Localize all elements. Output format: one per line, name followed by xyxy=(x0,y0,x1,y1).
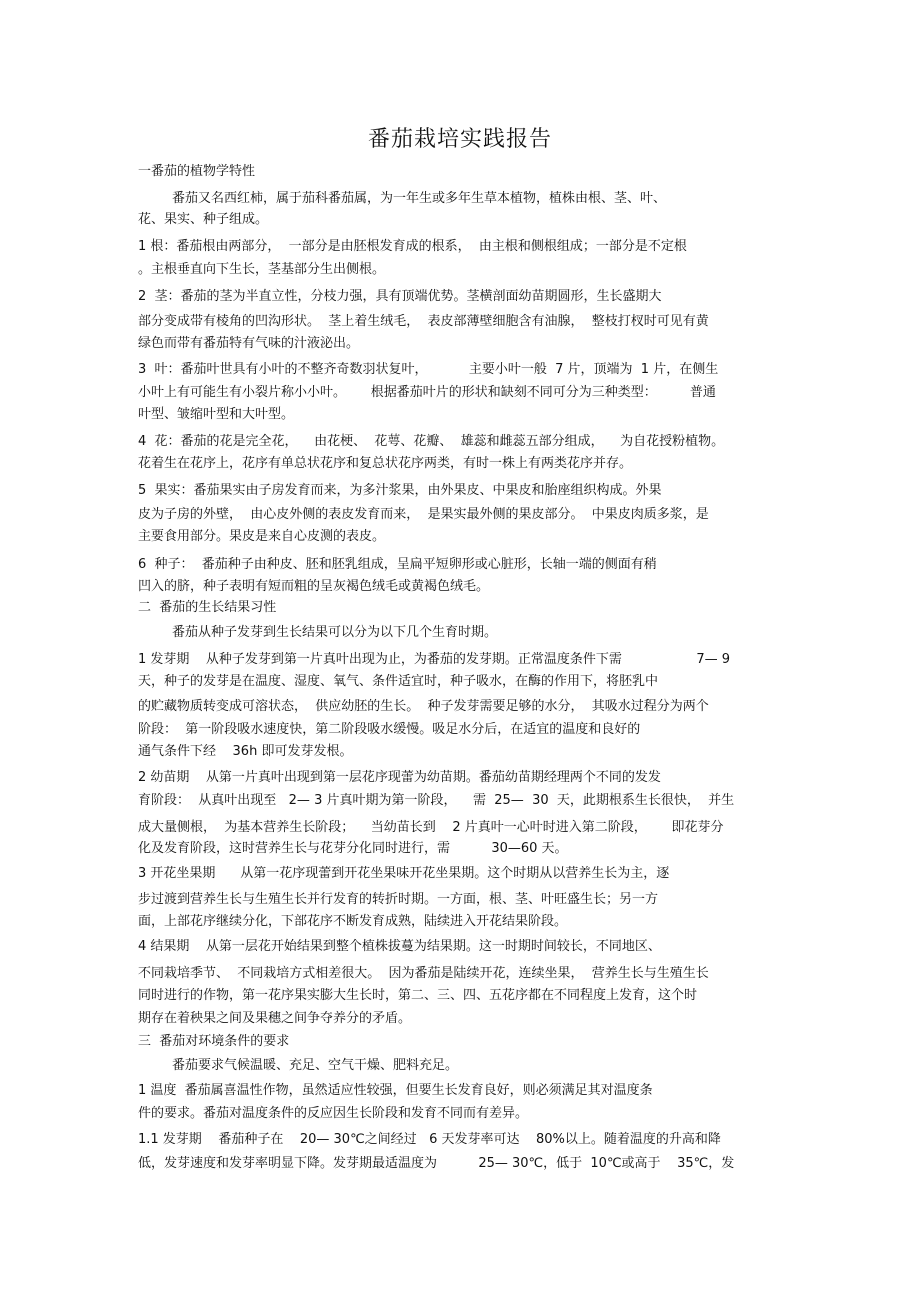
text-line: 皮为子房的外壁， 由心皮外侧的表皮发育而来， 是果实最外侧的果皮部分。 中果皮肉质多浆，是 xyxy=(138,507,709,522)
text-line: 1 发芽期 从种子发芽到第一片真叶出现为止，为番茄的发芽期。正常温度条件下需 7— 9 xyxy=(138,652,730,667)
text-line: 1 温度 番茄属喜温性作物，虽然适应性较强，但要生长发育良好，则必须满足其对温度条 xyxy=(138,1083,653,1098)
text-line: 。主根垂直向下生长，茎基部分生出侧根。 xyxy=(138,262,386,277)
text-line: 6 种子： 番茄种子由种皮、胚和胚乳组成，呈扁平短卵形或心脏形，长轴一端的侧面有稍 xyxy=(138,557,657,572)
text-line: 花着生在花序上，花序有单总状花序和复总状花序两类，有时一株上有两类花序并存。 xyxy=(138,456,633,471)
text-line: 二 番茄的生长结果习性 xyxy=(138,600,277,615)
text-line: 三 番茄对环境条件的要求 xyxy=(138,1034,290,1049)
text-line: 的贮藏物质转变成可溶状态， 供应幼胚的生长。 种子发芽需要足够的水分， 其吸水过程分为两个 xyxy=(138,699,709,714)
text-line: 番茄又名西红柿，属于茄科番茄属，为一年生或多年生草本植物，植株由根、茎、叶、 xyxy=(172,191,667,206)
text-line: 成大量侧根， 为基本营养生长阶段； 当幼苗长到 2 片真叶一心叶时进入第二阶段， 即花芽分 xyxy=(138,820,724,835)
text-line: 1.1 发芽期 番茄种子在 20— 30℃之间经过 6 天发芽率可达 80%以上。随着温度的升高和降 xyxy=(138,1132,721,1147)
text-line: 天，种子的发芽是在温度、湿度、氧气、条件适宜时，种子吸水，在酶的作用下，将胚乳中 xyxy=(138,674,659,689)
text-line: 3 开花坐果期 从第一花序现蕾到开花坐果味开花坐果期。这个时期从以营养生长为主，逐 xyxy=(138,866,670,881)
text-line: 一番茄的植物学特性 xyxy=(138,164,256,179)
document-title: 番茄栽培实践报告 xyxy=(367,127,552,152)
text-line: 低，发芽速度和发芽率明显下降。发芽期最适温度为 25— 30℃，低于 10℃或高于 35℃，发 xyxy=(138,1156,735,1171)
text-line: 步过渡到营养生长与生殖生长并行发育的转折时期。一方面，根、茎、叶旺盛生长；另一方 xyxy=(138,892,659,907)
text-line: 通气条件下经 36h 即可发芽发根。 xyxy=(138,744,353,759)
text-line: 同时进行的作物，第一花序果实膨大生长时，第二、三、四、五花序都在不同程度上发育，这个时 xyxy=(138,988,698,1003)
text-line: 花、果实、种子组成。 xyxy=(138,212,269,227)
text-line: 主要食用部分。果皮是来自心皮测的表皮。 xyxy=(138,529,386,544)
text-line: 件的要求。番茄对温度条件的反应因生长阶段和发育不同而有差异。 xyxy=(138,1106,529,1121)
text-line: 番茄要求气候温暖、充足、空气干燥、肥料充足。 xyxy=(172,1058,459,1073)
text-line: 番茄从种子发芽到生长结果可以分为以下几个生育时期。 xyxy=(172,625,498,640)
text-line: 小叶上有可能生有小裂片称小小叶。 根据番茄叶片的形状和缺刻不同可分为三种类型： 普通 xyxy=(138,385,716,400)
text-line: 部分变成带有棱角的凹沟形状。 茎上着生绒毛， 表皮部薄壁细胞含有油腺， 整枝打杈时可见有黄 xyxy=(138,314,709,329)
text-line: 4 花：番茄的花是完全花， 由花梗、 花萼、花瓣、 雄蕊和雌蕊五部分组成， 为自花授粉植物。 xyxy=(138,434,725,449)
text-line: 阶段： 第一阶段吸水速度快，第二阶段吸水缓慢。吸足水分后，在适宜的温度和良好的 xyxy=(138,722,641,737)
text-line: 绿色而带有番茄特有气味的汁液泌出。 xyxy=(138,336,360,351)
text-line: 凹入的脐，种子表明有短而粗的呈灰褐色绒毛或黄褐色绒毛。 xyxy=(138,579,490,594)
text-line: 期存在着秧果之间及果穗之间争夺养分的矛盾。 xyxy=(138,1011,412,1026)
text-line: 化及发育阶段，这时营养生长与花芽分化同时进行，需 30—60 天。 xyxy=(138,841,568,856)
text-line: 叶型、皱缩叶型和大叶型。 xyxy=(138,407,295,422)
text-line: 3 叶：番茄叶世具有小叶的不整齐奇数羽状复叶， 主要小叶一般 7 片，顶端为 1 片，在侧生 xyxy=(138,362,719,377)
text-line: 不同栽培季节、 不同栽培方式相差很大。 因为番茄是陆续开花，连续坐果， 营养生长与生殖生长 xyxy=(138,966,709,981)
text-line: 育阶段： 从真叶出现至 2— 3 片真叶期为第一阶段， 需 25— 30 天，此期根系生长很快， 并生 xyxy=(138,793,735,808)
text-line: 1 根：番茄根由两部分， 一部分是由胚根发育成的根系， 由主根和侧根组成；一部分是不定根 xyxy=(138,239,687,254)
text-line: 5 果实：番茄果实由子房发育而来，为多汁浆果，由外果皮、中果皮和胎座组织构成。外果 xyxy=(138,483,662,498)
text-line: 4 结果期 从第一层花开始结果到整个植株拔蔓为结果期。这一时期时间较长，不同地区、 xyxy=(138,939,661,954)
text-line: 2 茎：番茄的茎为半直立性，分枝力强，具有顶端优势。茎横剖面幼苗期圆形，生长盛期大 xyxy=(138,289,662,304)
text-line: 面，上部花序继续分化，下部花序不断发育成熟，陆续进入开花结果阶段。 xyxy=(138,914,568,929)
text-line: 2 幼苗期 从第一片真叶出现到第一层花序现蕾为幼苗期。番茄幼苗期经理两个不同的发发 xyxy=(138,770,661,785)
